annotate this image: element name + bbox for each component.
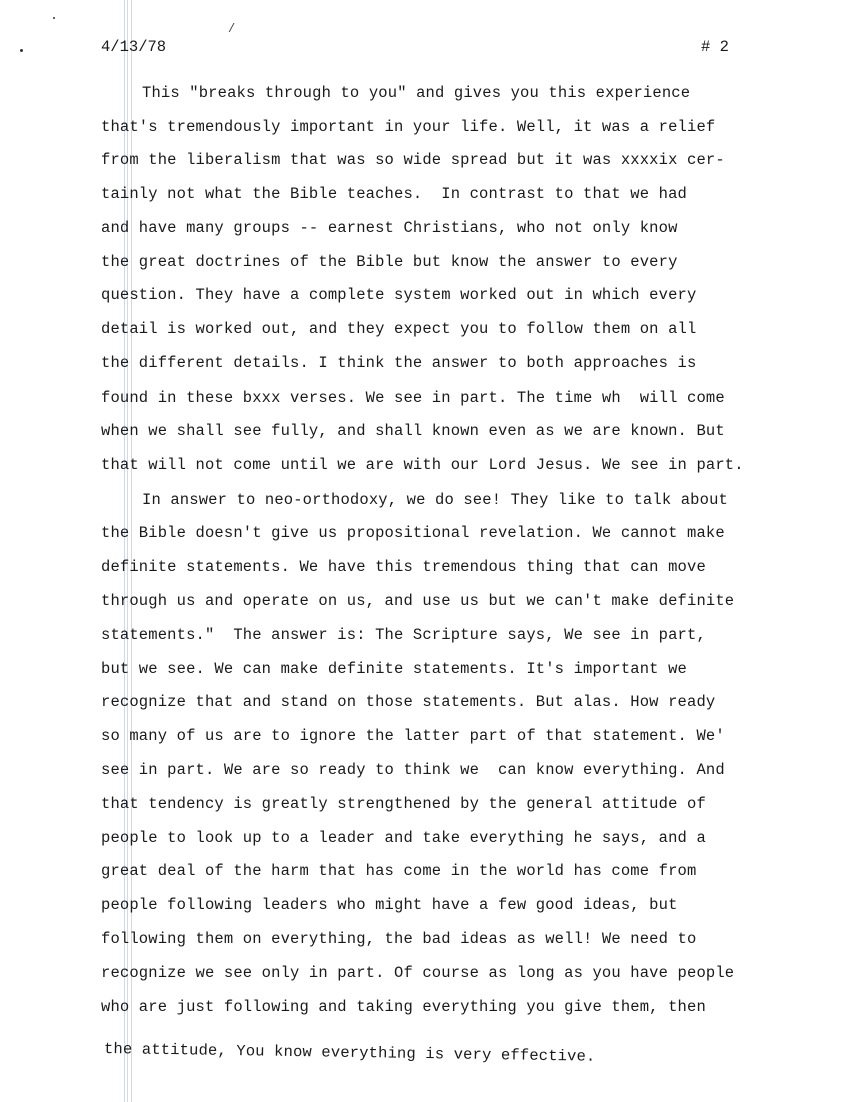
text-line: people to look up to a leader and take everything he says, and a xyxy=(101,829,706,847)
text-line: see in part. We are so ready to think we can know everything. And xyxy=(101,761,725,779)
text-line: that will not come until we are with our Lord Jesus. We see in part. xyxy=(101,456,744,474)
text-line: but we see. We can make definite statements. It's important we xyxy=(101,660,687,678)
text-line: question. They have a complete system worked out in which every xyxy=(101,286,697,304)
text-line: the different details. I think the answer to both approaches is xyxy=(101,354,697,372)
text-line: found in these bxxx verses. We see in part. The time wh will come xyxy=(101,389,725,407)
text-line: through us and operate on us, and use us but we can't make definite xyxy=(101,592,735,610)
text-line: from the liberalism that was so wide spread but it was xxxxix cer- xyxy=(101,151,725,169)
text-line: the great doctrines of the Bible but know the answer to every xyxy=(101,253,678,271)
text-line: tainly not what the Bible teaches. In contrast to that we had xyxy=(101,185,687,203)
text-line: recognize we see only in part. Of course as long as you have people xyxy=(101,964,735,982)
text-line: following them on everything, the bad ideas as well! We need to xyxy=(101,930,697,948)
text-line: definite statements. We have this tremendous thing that can move xyxy=(101,558,706,576)
text-line: who are just following and taking everything you give them, then xyxy=(101,998,706,1016)
text-line: statements." The answer is: The Scripture says, We see in part, xyxy=(101,626,706,644)
text-line: great deal of the harm that has come in the world has come from xyxy=(101,862,697,880)
text-line: This "breaks through to you" and gives you this experience xyxy=(142,84,691,102)
text-line: the attitude, You know everything is very effective. xyxy=(103,1040,596,1066)
text-line: when we shall see fully, and shall known even as we are known. But xyxy=(101,422,725,440)
text-line: that tendency is greatly strengthened by the general attitude of xyxy=(101,795,706,813)
header-page-number: # 2 xyxy=(701,38,729,56)
header-date: 4/13/78 xyxy=(101,38,167,56)
text-line: the Bible doesn't give us propositional revelation. We cannot make xyxy=(101,524,725,542)
text-line: recognize that and stand on those statements. But alas. How ready xyxy=(101,693,716,711)
text-line: so many of us are to ignore the latter part of that statement. We' xyxy=(101,727,725,745)
speck-mark xyxy=(20,49,23,52)
text-line: and have many groups -- earnest Christians, who not only know xyxy=(101,219,678,237)
text-line: people following leaders who might have a few good ideas, but xyxy=(101,896,678,914)
speck-mark xyxy=(53,17,55,19)
text-line: detail is worked out, and they expect you to follow them on all xyxy=(101,320,697,338)
pen-mark: / xyxy=(228,22,236,36)
text-line: that's tremendously important in your life. Well, it was a relief xyxy=(101,118,716,136)
text-line: In answer to neo-orthodoxy, we do see! They like to talk about xyxy=(142,491,728,509)
